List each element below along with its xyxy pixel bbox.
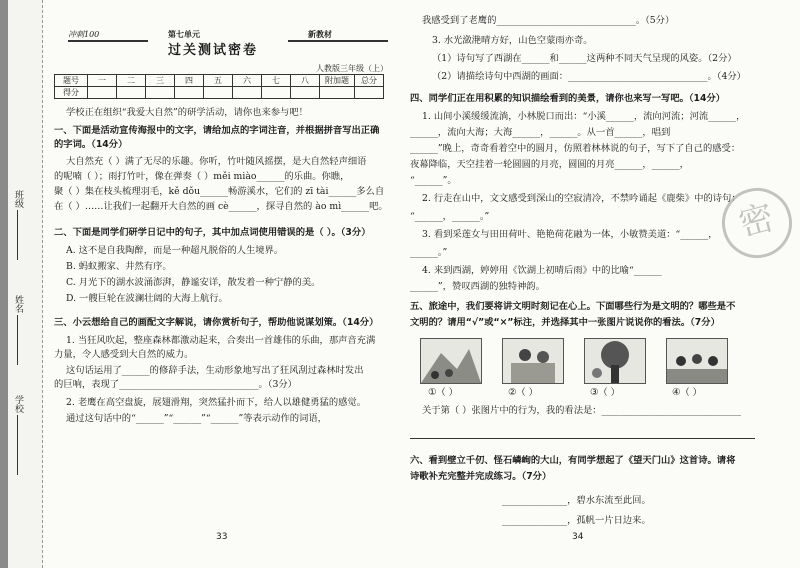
page-number-right: 34 — [572, 532, 584, 542]
poem-question-1: （1）诗句写了西湖在______和______这两种不同天气呈现的风姿。（2分） — [432, 53, 737, 64]
picture-4-mark: ④（ ） — [672, 387, 702, 398]
q4-line: ______。” — [410, 247, 448, 258]
q4-line: “______”。 — [410, 175, 457, 186]
score-cell: 总分 — [355, 75, 384, 87]
q3-title: 三、小云想给自己的画配文字解说，请你赏析句子，帮助他说谋划策。（14分） — [54, 317, 379, 328]
score-cell: 三 — [146, 75, 175, 87]
q2-option-d: D. 一艘巨轮在波澜壮阔的大海上航行。 — [66, 293, 228, 304]
q3-question-1: 的巨响，表现了______________________________。（3分） — [54, 379, 297, 390]
q1-line: 聚（ ）集在枝头梳理羽毛，kě dǒu______畅游溪水，它们的 zī tài______多么自 — [54, 186, 385, 197]
watermark-stamp: 密 — [714, 180, 800, 266]
q2-option-a: A. 这不是自我陶醉，而是一种超凡脱俗的人生境界。 — [66, 245, 284, 256]
q5-answer: 关于第（ ）张图片中的行为，我的看法是：______________________________ — [422, 405, 742, 416]
score-cell: 六 — [233, 75, 262, 87]
picture-1-mark: ①（ ） — [428, 387, 458, 398]
poem-fill-line-2: ______________，孤帆一片日边来。 — [502, 515, 651, 526]
score-cell: 题号 — [55, 75, 88, 87]
picture-3-mark: ③（ ） — [590, 387, 620, 398]
q2-option-c: C. 月光下的湖水波涌澎湃，静谧安详，散发着一种宁静的美。 — [66, 277, 321, 288]
q5-title-2: 文明的？请用“√”或“×”标注，并选择其中一张图片说说你的看法。（7分） — [410, 317, 720, 328]
binding-bar — [0, 0, 8, 568]
left-page — [48, 0, 396, 568]
score-cell: 八 — [291, 75, 320, 87]
score-cell: 五 — [204, 75, 233, 87]
q3-continuation: 我感受到了老鹰的______________________________。（5分） — [422, 15, 675, 26]
q2-option-b: B. 蚂蚁搬家、井然有序。 — [66, 261, 172, 272]
q3-question-2: 通过这句话中的“______”“______”“______”等表示动作的词语， — [66, 413, 327, 424]
score-cell: 四 — [175, 75, 204, 87]
q5-title: 五、旅途中，我们要将讲文明时刻记在心上。下面哪些行为是文明的？哪些是不 — [410, 301, 736, 312]
q3-sentence-2: 2. 老鹰在高空盘旋，展翅滑翔，突然猛扑而下，给人以雄健勇猛的感觉。 — [66, 397, 367, 408]
binding-strip — [8, 0, 43, 568]
exam-title: 过关测试密卷 — [168, 43, 259, 58]
score-row-label: 得分 — [55, 87, 88, 99]
poem-fill-line-1: ______________，碧水东流至此回。 — [502, 495, 651, 506]
page-number-left: 33 — [216, 532, 228, 542]
q2-title: 二、下面是同学们研学日记中的句子，其中加点词使用错误的是（ ）。（3分） — [54, 227, 371, 238]
picture-1 — [420, 338, 482, 384]
q3-sentence-1: 1. 当狂风吹起，整座森林都激动起来，合奏出一首雄伟的乐曲，那声音充满 — [66, 335, 376, 346]
score-table — [54, 74, 384, 99]
q4-line: 2. 行走在山中，文文感受到深山的空寂清冷，不禁吟诵起《鹿柴》中的诗句： — [422, 193, 741, 204]
q6-title-2: 诗歌补充完整并完成练习。（7分） — [410, 471, 552, 482]
picture-4 — [666, 338, 728, 384]
intro-text: 学校正在组织“我爱大自然”的研学活动，请你也来参与吧！ — [66, 107, 308, 118]
q4-line: “______，______。” — [410, 211, 490, 222]
q4-line: 1. 山间小溪缓缓流淌，小林脱口而出：“小溪______，流向河流；河流______， — [422, 111, 746, 122]
score-cell: 附加题 — [320, 75, 355, 87]
score-cell: 二 — [117, 75, 146, 87]
q1-title: 一、下面是活动宣传海报中的文字，请给加点的字词注音，并根据拼音写出正确 — [54, 125, 380, 136]
q1-title-2: 的字词。（14分） — [54, 139, 128, 150]
q4-line: 3. 看到采莲女与田田荷叶、艳艳荷花融为一体，小敏赞美道：“______， — [422, 229, 718, 240]
q3-sentence-1: 力量，令人感受到大自然的威力。 — [54, 349, 194, 360]
q4-title: 四、同学们正在用积累的知识描绘看到的美景，请你也来写一写吧。（14分） — [410, 93, 726, 104]
unit-label: 第七单元 — [168, 30, 200, 39]
poem-line: 3. 水光潋滟晴方好，山色空蒙雨亦奇。 — [432, 35, 593, 46]
poem-question-2: （2）请描绘诗句中西湖的画面：______________________________。（4分） — [432, 71, 746, 82]
q1-line: 大自然充（ ）满了无尽的乐趣。你听，竹叶随风摇摆，是大自然轻声细语 — [66, 156, 367, 167]
school-label: 学校 — [13, 395, 23, 413]
picture-3 — [584, 338, 646, 384]
q4-line: ______”，赞叹西湖的独特神韵。 — [410, 281, 545, 292]
q1-line: 的呢喃（ ）；雨打竹叶，像在弹奏（ ）měi miào______的乐曲。你瞧， — [54, 171, 350, 182]
picture-2 — [502, 338, 564, 384]
q4-line: ______，流向大海；大海______，______。从一首______，唱到 — [410, 127, 671, 138]
name-label: 姓名 — [13, 295, 23, 313]
right-page — [410, 0, 790, 568]
score-cell: 七 — [262, 75, 291, 87]
q3-question-1: 这句话运用了______的修辞手法，生动形象地写出了狂风刮过森林时发出 — [66, 365, 364, 376]
q6-title: 六、看到壁立千仞、怪石嶙峋的大山，有同学想起了《望天门山》这首诗。请将 — [410, 455, 736, 466]
edition-label: 新教材 — [308, 30, 332, 39]
q4-line: 4. 来到西湖，婷婷用《饮湖上初晴后雨》中的比喻“______ — [422, 265, 662, 276]
q4-line: 夜幕降临，天空挂着一轮圆圆的月亮，圆圆的月亮______，______， — [410, 159, 689, 170]
grade-label: 人教版三年级（上） — [316, 64, 388, 73]
picture-2-mark: ②（ ） — [508, 387, 538, 398]
score-cell: 一 — [88, 75, 117, 87]
q1-line: 在（ ）……让我们一起翻开大自然的画 cè______，探寻自然的 ào mì______吧。 — [54, 201, 388, 212]
logo-text: 冲刺100 — [68, 30, 100, 39]
q4-line: ______”晚上，奇奇看着空中的圆月，仿照着林林说的句子，写下了自己的感受： — [410, 143, 741, 154]
class-label: 班级 — [13, 190, 23, 208]
